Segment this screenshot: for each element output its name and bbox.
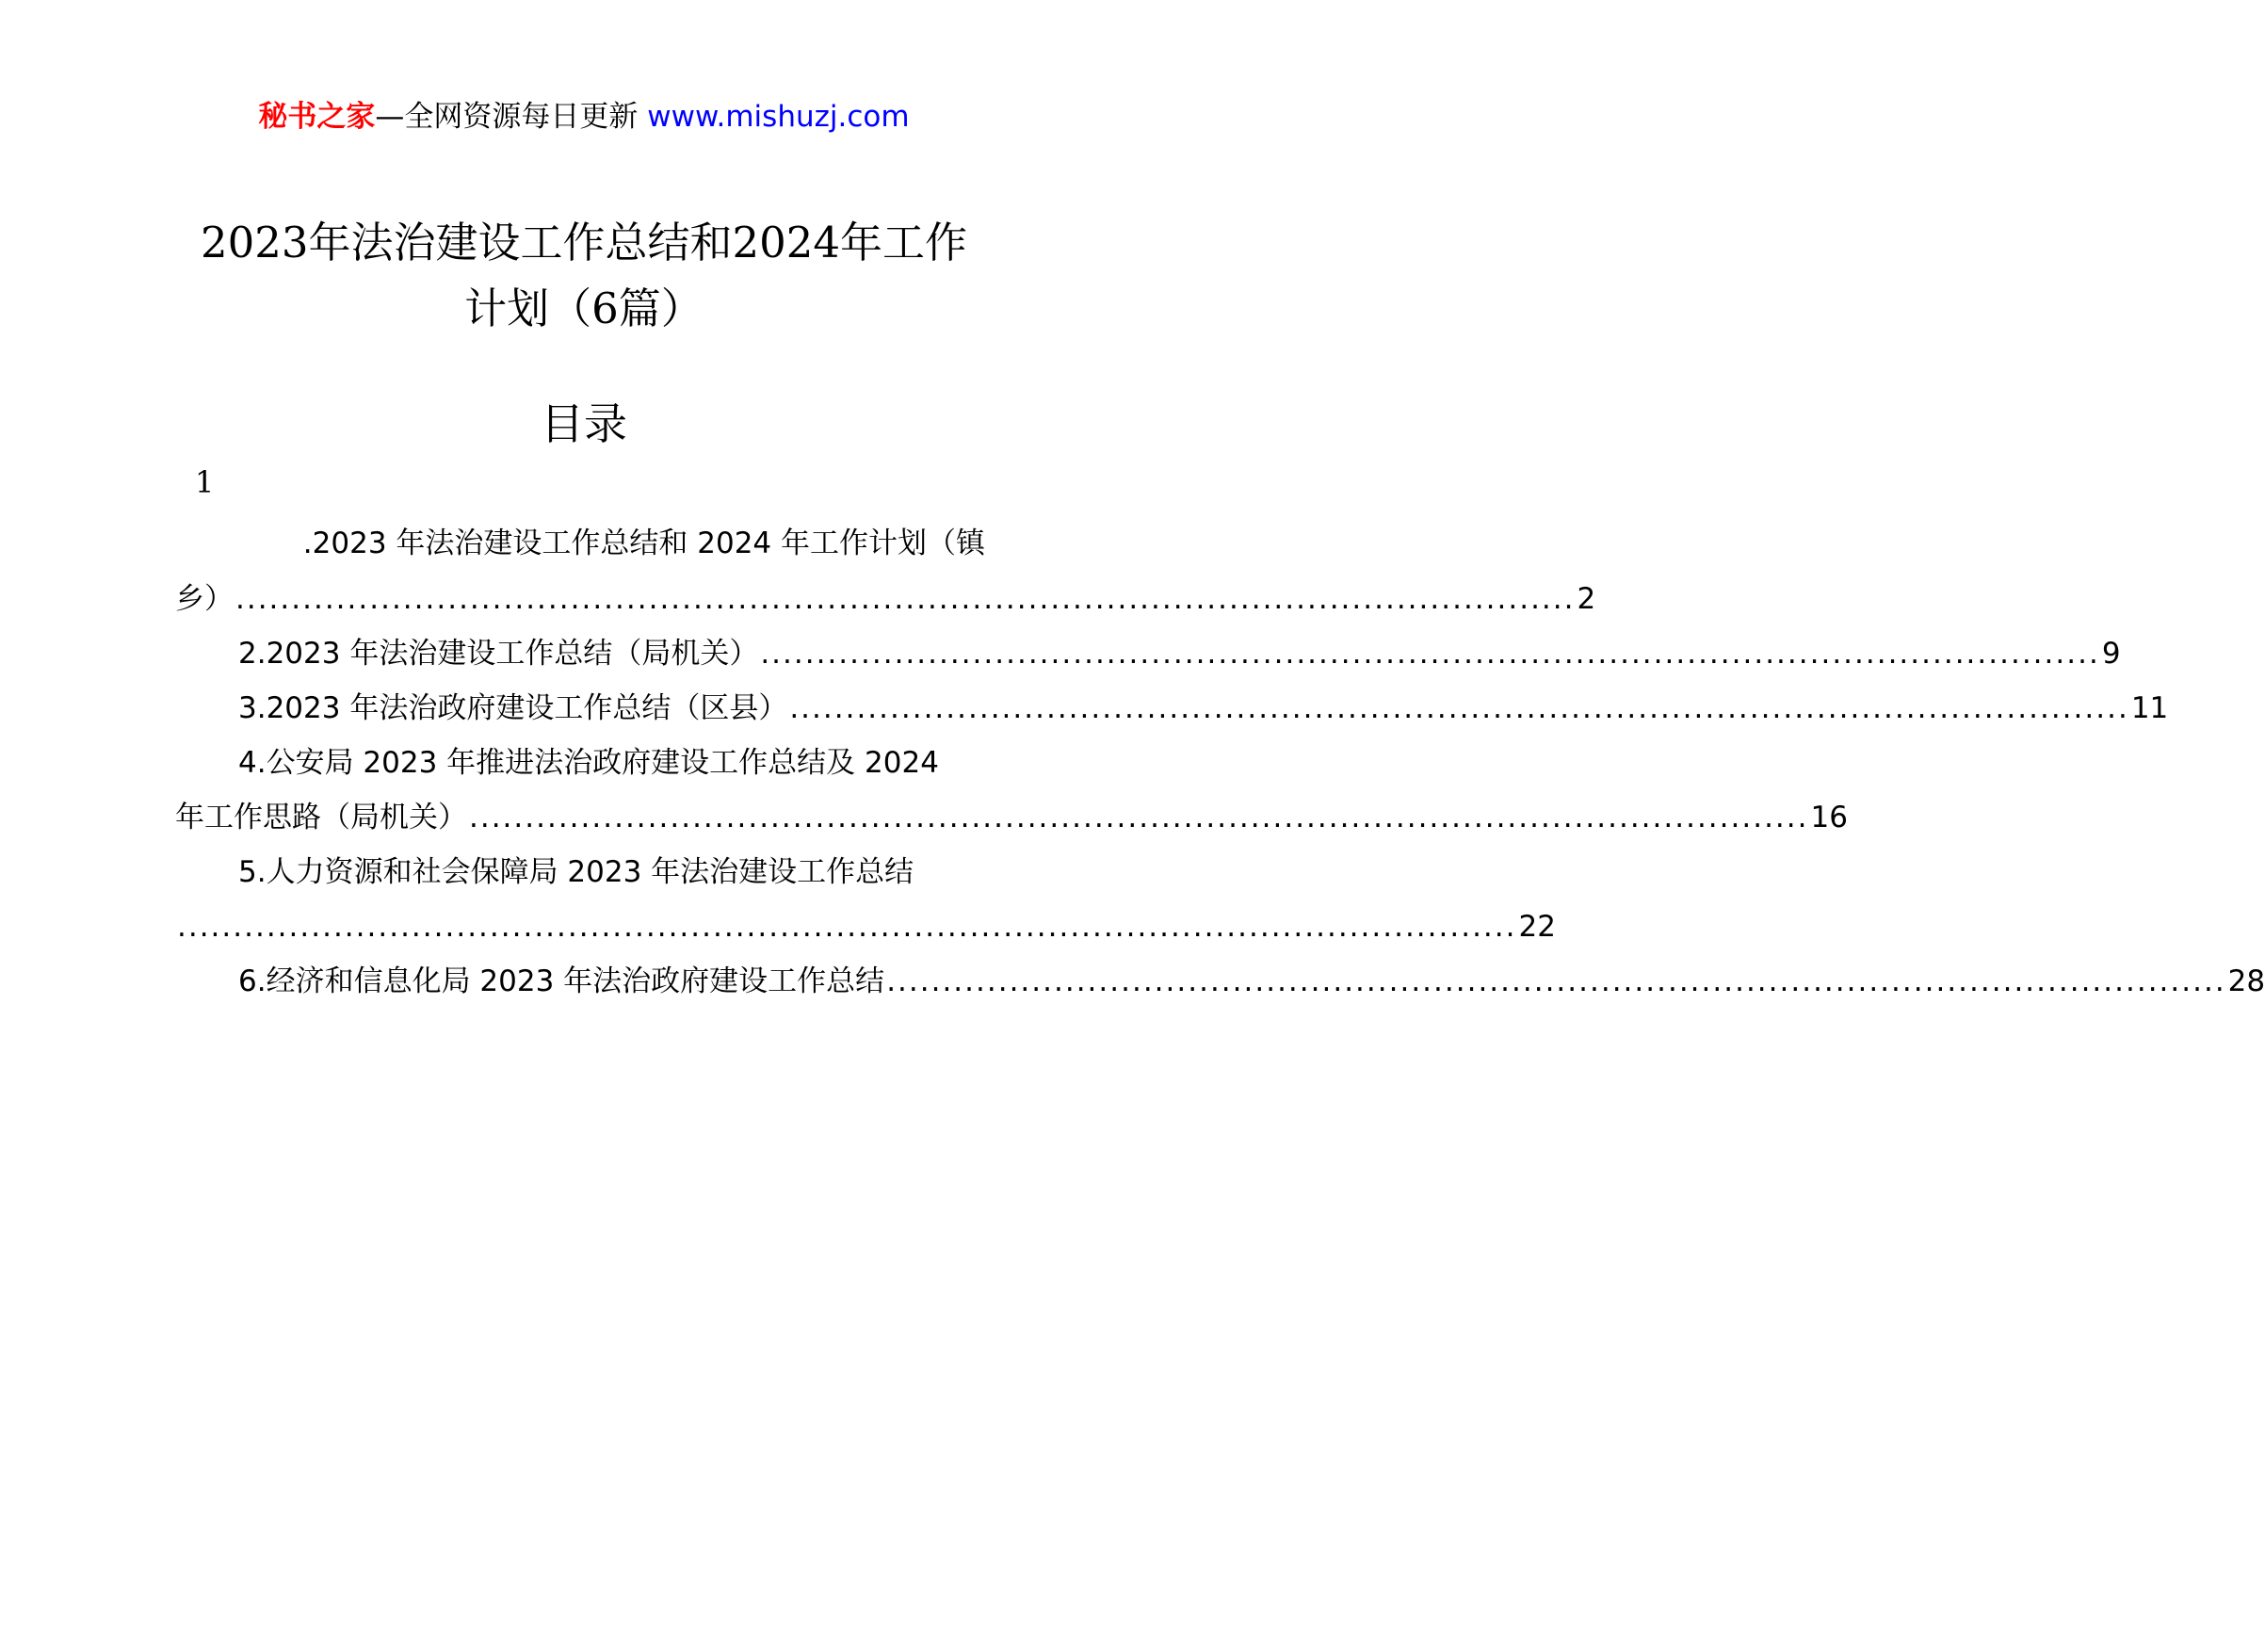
toc-item-5-line-2[interactable] — [175, 904, 1556, 949]
toc-heading: 目录 — [541, 398, 627, 449]
toc-item-2-page: 9 — [2101, 637, 2121, 671]
document-title — [141, 210, 1027, 342]
toc-item-5-page: 22 — [1518, 910, 1556, 944]
document-title-line-2: 计划（6篇） — [464, 283, 704, 333]
toc-leader: ........................................................................................................................ — [235, 582, 1576, 616]
document-title-line-1: 2023年法治建设工作总结和2024年工作 — [200, 218, 968, 267]
toc-item-4-line-1[interactable] — [175, 740, 985, 786]
toc-item-3-text: 3.2023 年法治政府建设工作总结（区县） — [238, 691, 788, 725]
toc-item-2[interactable] — [175, 631, 2121, 676]
toc-item-4-text: 4.公安局 2023 年推进法治政府建设工作总结及 2024 — [238, 746, 939, 780]
banner-brand: 秘书之家 — [258, 100, 376, 134]
toc-item-1-text: .2023 年法治建设工作总结和 2024 年工作计划（镇 — [302, 526, 985, 560]
banner-slogan: —全网资源每日更新 — [375, 100, 648, 134]
stray-page-number: 1 — [195, 464, 215, 500]
toc-item-6[interactable] — [175, 959, 2265, 1004]
toc-item-3-page: 11 — [2130, 691, 2169, 725]
toc-leader: ........................................................................................................................ — [469, 801, 1809, 834]
toc-leader: ........................................................................................................................ — [789, 691, 2129, 725]
site-banner — [0, 94, 1168, 139]
toc-item-1-line-2[interactable] — [175, 576, 1596, 622]
toc-item-5-text: 5.人力资源和社会保障局 2023 年法治建设工作总结 — [238, 855, 914, 889]
toc-item-1-line-1[interactable] — [175, 521, 985, 566]
toc-item-4-line-2[interactable] — [175, 795, 1848, 840]
toc-leader: ........................................................................................................................ — [760, 637, 2100, 671]
toc-leader: ........................................................................................................................ — [177, 910, 1517, 944]
toc-item-6-text: 6.经济和信息化局 2023 年法治政府建设工作总结 — [238, 964, 885, 998]
toc-item-4-page: 16 — [1810, 801, 1848, 834]
toc-item-2-text: 2.2023 年法治建设工作总结（局机关） — [238, 637, 759, 671]
toc-item-6-page: 28 — [2227, 964, 2265, 998]
toc-item-4-text-cont: 年工作思路（局机关） — [175, 801, 467, 834]
toc-item-3[interactable] — [175, 686, 2169, 731]
banner-url-link[interactable]: www.mishuzj.com — [647, 100, 910, 134]
toc-item-5-line-1[interactable] — [175, 850, 985, 895]
toc-item-1-page: 2 — [1577, 582, 1596, 616]
toc-leader: ........................................................................................................................ — [886, 964, 2226, 998]
toc-item-1-text-cont: 乡） — [175, 582, 234, 616]
